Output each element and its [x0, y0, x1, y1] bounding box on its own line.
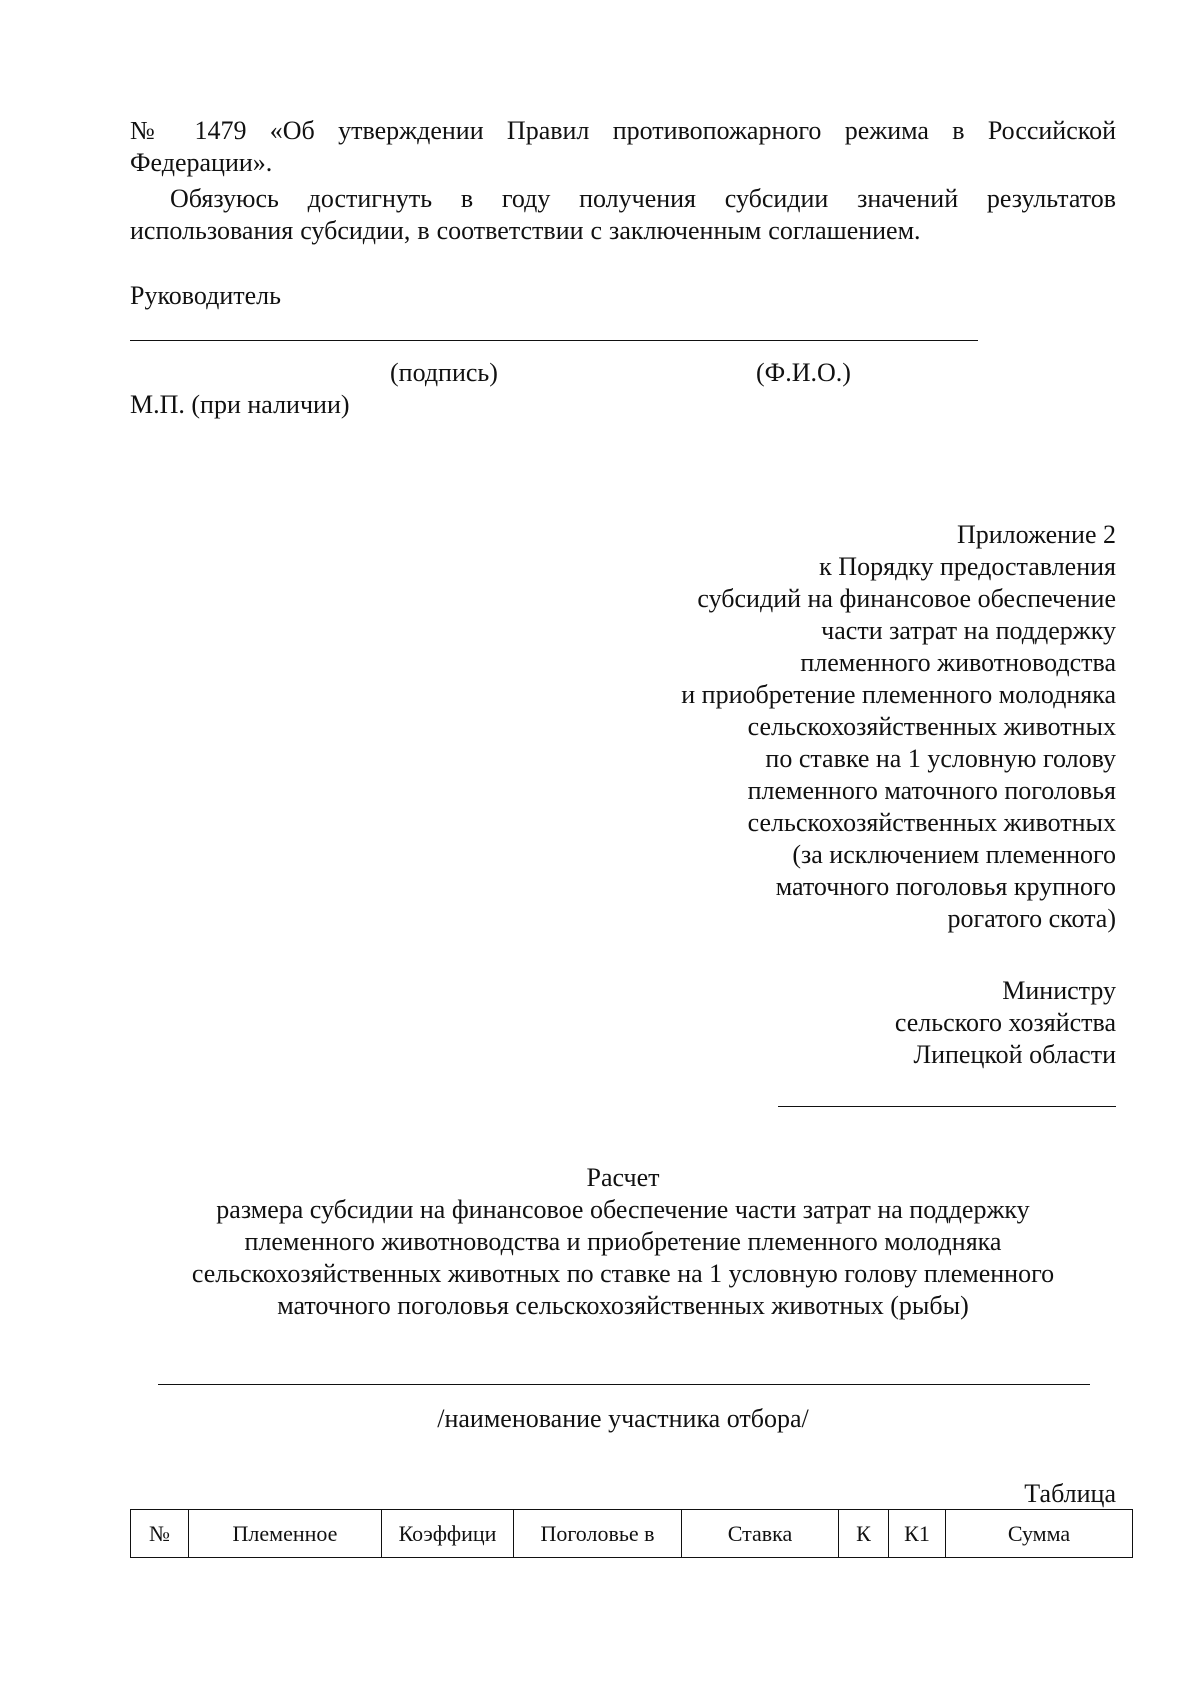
table-header-cell: №: [131, 1510, 189, 1558]
participant-caption: /наименование участника отбора/: [437, 1404, 809, 1433]
appendix-line: рогатого скота): [947, 904, 1116, 933]
appendix-line: (за исключением племенного: [792, 840, 1116, 869]
appendix-header: [681, 519, 1116, 935]
table-header-cell: Ставка: [682, 1510, 839, 1558]
calculation-title: Расчет: [586, 1163, 660, 1192]
name-caption: (Ф.И.О.): [756, 358, 851, 387]
addressee-line: Министру: [1002, 976, 1116, 1005]
calculation-subtitle-line: племенного животноводства и приобретение племенного молодняка: [244, 1227, 1002, 1256]
intro-paragraph-2: Обязуюсь достигнуть в году получения субсидии значений результатов использования субсидии, в соответствии с заключенным соглашением.: [130, 184, 1116, 245]
addressee-line: Липецкой области: [913, 1040, 1116, 1069]
table-header-cell: Сумма: [946, 1510, 1133, 1558]
appendix-line: племенного маточного поголовья: [747, 776, 1116, 805]
appendix-line: сельскохозяйственных животных: [747, 808, 1116, 837]
calculation-subtitle-line: размера субсидии на финансовое обеспечение части затрат на поддержку: [216, 1195, 1030, 1224]
stamp-caption: М.П. (при наличии): [130, 390, 350, 419]
appendix-line: к Порядку предоставления: [819, 552, 1116, 581]
table-header-cell: Коэффици: [382, 1510, 514, 1558]
calculation-subtitle-line: маточного поголовья сельскохозяйственных животных (рыбы): [277, 1291, 969, 1320]
table-header-cell: К: [839, 1510, 889, 1558]
appendix-line: по ставке на 1 условную голову: [765, 744, 1116, 773]
signature-caption: (подпись): [390, 358, 498, 387]
signer-role: Руководитель: [130, 281, 281, 310]
table-header-cell: К1: [889, 1510, 946, 1558]
table-header-cell: Поголовье в: [514, 1510, 682, 1558]
appendix-line: сельскохозяйственных животных: [747, 712, 1116, 741]
addressee-blank-line: [778, 1106, 1116, 1107]
signature-line: [130, 340, 978, 341]
appendix-line: племенного животноводства: [800, 648, 1116, 677]
appendix-line: и приобретение племенного молодняка: [681, 680, 1116, 709]
appendix-line: части затрат на поддержку: [821, 616, 1116, 645]
calculation-heading: [130, 1162, 1116, 1322]
intro-paragraph-1: № 1479 «Об утверждении Правил противопожарного режима в Российской Федерации».: [130, 116, 1116, 177]
table-header-cell: Племенное: [189, 1510, 382, 1558]
calculation-table: [130, 1509, 1133, 1558]
addressee-line: сельского хозяйства: [894, 1008, 1116, 1037]
participant-blank-line: [158, 1384, 1090, 1385]
appendix-line: маточного поголовья крупного: [775, 872, 1116, 901]
table-label: Таблица: [1024, 1479, 1116, 1508]
appendix-line: субсидий на финансовое обеспечение: [697, 584, 1116, 613]
appendix-line: Приложение 2: [956, 520, 1116, 549]
calculation-subtitle-line: сельскохозяйственных животных по ставке на 1 условную голову племенного: [191, 1259, 1055, 1288]
table-header-row: [131, 1510, 1133, 1558]
addressee-block: [895, 975, 1116, 1071]
